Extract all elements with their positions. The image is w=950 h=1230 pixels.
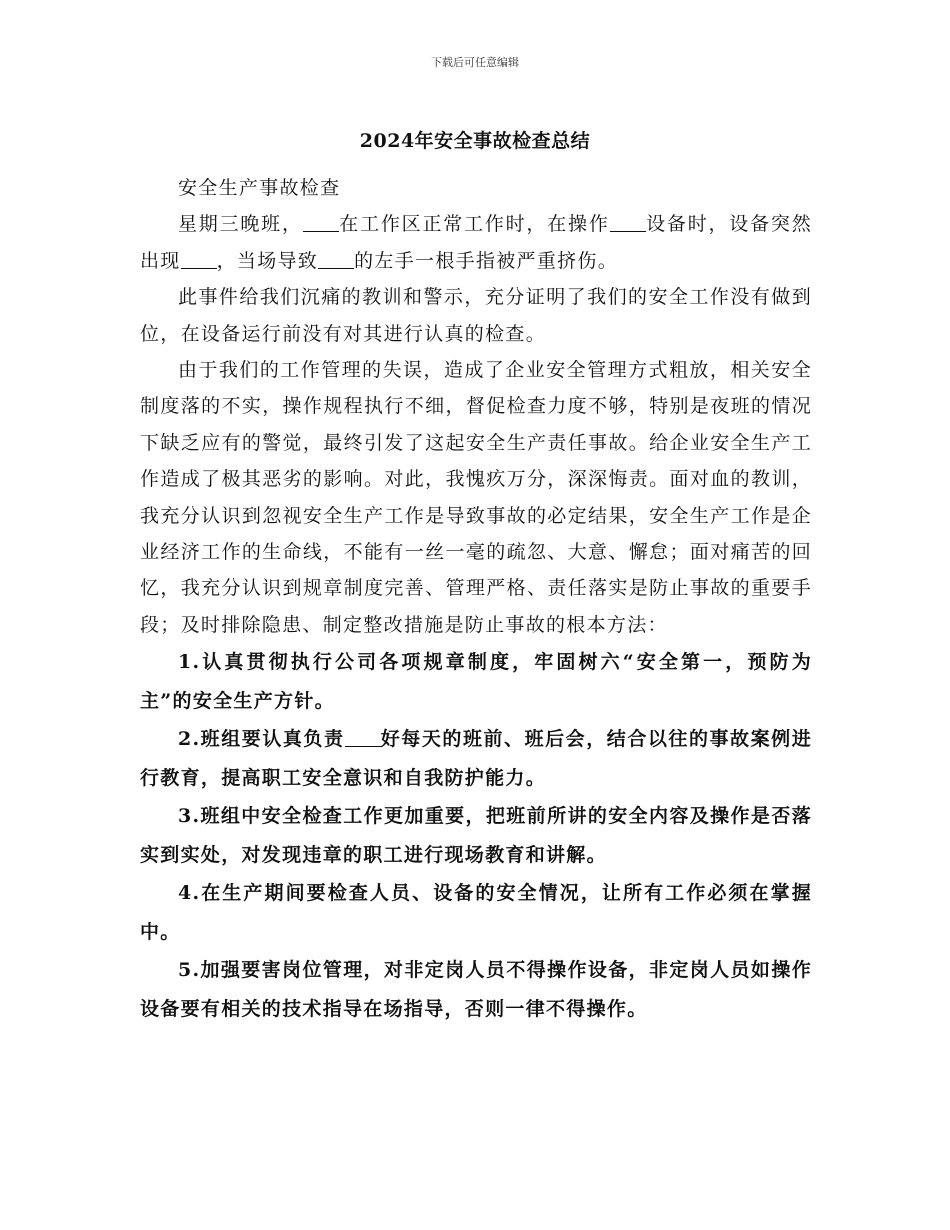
measure-item-4: 4.在生产期间要检查人员、设备的安全情况，让所有工作必须在掌握中。 [140,882,812,943]
section-heading: 安全生产事故检查 [178,177,341,199]
paragraph-incident-part-a: 星期三晚班， [178,213,303,236]
measure-item-3: 3.班组中安全检查工作更加重要，把班前所讲的安全内容及操作是否落实到实处，对发现违章的职工进行现场教育和讲解。 [140,805,812,866]
blank-field [345,728,381,747]
paragraph-incident-part-b: 在工作区正常工作时，在操作 [338,213,610,236]
measure-item-2-part-a: 2.班组要认真负责 [178,728,345,751]
measure-item-2-part-b: 好每天的班前、班后会，结合以往的事故案例进行教育，提高职工安全意识和自我防护能力。 [140,728,812,789]
blank-field [610,213,646,232]
blank-field [318,250,354,269]
document-title: 2024年安全事故检查总结 [359,130,591,152]
measure-item-1: 1.认真贯彻执行公司各项规章制度，牢固树六“安全第一，预防为主”的安全生产方针。 [140,651,812,712]
paragraph-incident-part-e: 的左手一根手指被严重挤伤。 [354,249,619,272]
blank-field [181,250,217,269]
paragraph-incident [140,206,812,279]
measure-item-5: 5.加强要害岗位管理，对非定岗人员不得操作设备，非定岗人员如操作设备要有相关的技术指导在场指导，否则一律不得操作。 [140,959,812,1020]
paragraph-incident-part-c: 设备时，设备突然出现 [140,213,812,272]
blank-field [303,213,339,232]
paragraph-lesson: 此事件给我们沉痛的教训和警示，充分证明了我们的安全工作没有做到位，在设备运行前没有对其进行认真的检查。 [140,286,812,345]
paragraph-analysis: 由于我们的工作管理的失误，造成了企业安全管理方式粗放，相关安全制度落的不实，操作规程执行不细，督促检查力度不够，特别是夜班的情况下缺乏应有的警觉，最终引发了这起安全生产责任事故。给企业安全生产工作造成了极其恶劣的影响。对此，我愧疚万分，深深悔责。面对血的教训，我充分认识到忽视安全生产工作是导致事故的必定结果，安全生产工作是企业经济工作的生命线，不能有一丝一毫的疏忽、大意、懈怠；面对痛苦的回忆，我充分认识到规章制度完善、管理严格、责任落实是防止事故的重要手段；及时排除隐患、制定整改措施是防止事故的根本方法： [140,359,812,636]
paragraph-incident-part-d: ，当场导致 [216,249,319,272]
document-body [140,170,812,1028]
measure-item-2 [140,720,812,797]
header-note: 下载后可任意编辑 [431,56,519,69]
